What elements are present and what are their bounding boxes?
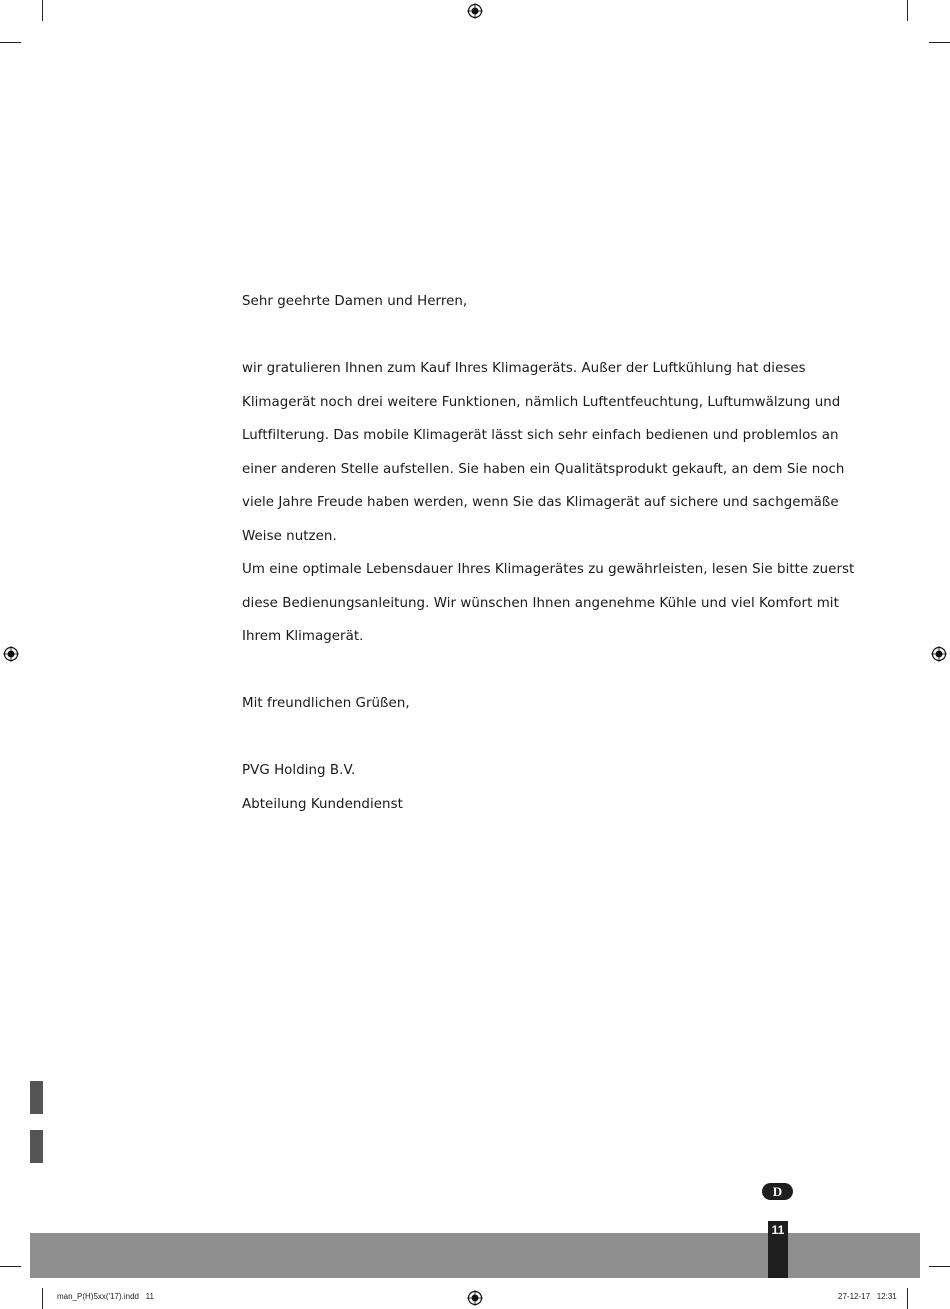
page-number: 11 (768, 1221, 788, 1278)
slug-filename: man_P(H)5xx('17).indd 11 (57, 1292, 154, 1301)
crop-mark-bottom-left-vertical (42, 1288, 43, 1309)
registration-mark-icon (931, 646, 947, 662)
language-badge: D (762, 1183, 793, 1200)
spacer (242, 654, 842, 688)
registration-mark-icon (467, 3, 483, 19)
side-index-mark (30, 1130, 43, 1163)
spacer (242, 319, 842, 353)
company-name: PVG Holding B.V. (242, 763, 356, 778)
paragraph-2 (242, 553, 855, 654)
text-line: Ihrem Klimagerät. (242, 629, 364, 644)
crop-mark-bottom-left-horizontal (0, 1266, 21, 1267)
crop-mark-bottom-right-horizontal (929, 1266, 950, 1267)
crop-mark-top-right-vertical (907, 0, 908, 21)
text-line: Um eine optimale Lebensdauer Ihres Klimagerätes zu gewährleisten, lesen Sie bitte zuerst (242, 562, 855, 577)
spacer (242, 721, 842, 755)
crop-mark-top-left-horizontal (0, 42, 21, 43)
text-line: viele Jahre Freude haben werden, wenn Sie das Klimagerät auf sichere und sachgemäße (242, 495, 839, 510)
crop-mark-top-right-horizontal (929, 42, 950, 43)
registration-mark-icon (467, 1290, 483, 1306)
registration-mark-icon (3, 646, 19, 662)
closing: Mit freundlichen Grüßen, (242, 696, 410, 711)
crop-mark-bottom-right-vertical (907, 1288, 908, 1309)
paragraph-1 (242, 352, 845, 553)
salutation: Sehr geehrte Damen und Herren, (242, 294, 468, 309)
side-index-mark (30, 1081, 43, 1114)
text-line: wir gratulieren Ihnen zum Kauf Ihres Klimageräts. Außer der Luftkühlung hat dieses (242, 361, 806, 376)
department-name: Abteilung Kundendienst (242, 796, 403, 812)
text-line: Weise nutzen. (242, 528, 337, 544)
text-line: Klimagerät noch drei weitere Funktionen, nämlich Luftentfeuchtung, Luftumwälzung und (242, 394, 841, 410)
text-line: einer anderen Stelle aufstellen. Sie haben ein Qualitätsprodukt gekauft, an dem Sie noch (242, 461, 845, 477)
letter-body (242, 285, 855, 821)
slug-timestamp: 27-12-17 12:31 (838, 1292, 897, 1301)
crop-mark-top-left-vertical (42, 0, 43, 21)
text-line: Luftfilterung. Das mobile Klimagerät lässt sich sehr einfach bedienen und problemlos an (242, 428, 839, 443)
text-line: diese Bedienungsanleitung. Wir wünschen Ihnen angenehme Kühle und viel Komfort mit (242, 595, 839, 611)
